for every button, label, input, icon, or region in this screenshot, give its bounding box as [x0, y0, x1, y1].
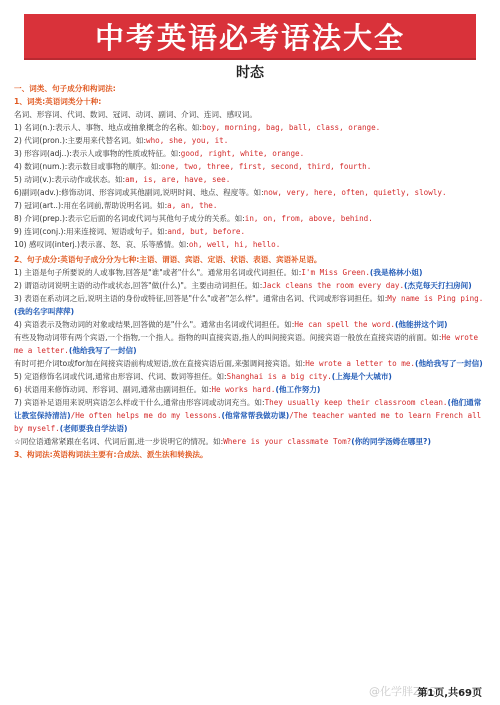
title-banner — [24, 14, 476, 58]
paragraph: 有时可把介词to或for加在间接宾语前构成短语,放在直接宾语后面,来强调间接宾语。如:He wrote a letter to me.(他给我写了一封信) — [14, 359, 483, 368]
subsection-heading: 3、构词法:英语构词法主要有:合成法、派生法和转换法。 — [14, 450, 208, 459]
document-body — [14, 82, 488, 461]
list-item: 5) 动词(v.):表示动作或状态。如:am, is, are, have, see. — [14, 175, 231, 184]
paragraph: 1) 主语是句子所要说的人或事物,回答是"谁"或者"什么"。通常用名词或代词担任。如:I'm Miss Green.(我是格林小姐) — [14, 268, 423, 277]
subsection-heading: 1、词类:英语词类分十种: — [14, 97, 102, 106]
list-item: 7) 冠词(art..):用在名词前,帮助说明名词。如:a, an, the. — [14, 201, 218, 210]
paragraph: 6) 状语用来修饰动词、形容词、副词,通常由副词担任。如:He works hard.(他工作努力) — [14, 385, 321, 394]
paragraph: ☆同位语通常紧跟在名词、代词后面,进一步说明它的情况。如:Where is your classmate Tom?(你的同学汤姆在哪里?) — [14, 437, 431, 446]
list-item: 2) 代词(pron.):主要用来代替名词。如:who, she, you, it. — [14, 136, 229, 145]
section-heading: 一、词类、句子成分和构词法: — [14, 84, 116, 93]
list-item: 1) 名词(n.):表示人、事物、地点或抽象概念的名称。如:boy, morning, bag, ball, class, orange. — [14, 123, 381, 132]
paragraph: 5) 定语修饰名词或代词,通常由形容词、代词、数词等担任。如:Shanghai is a big city.(上海是个大城市) — [14, 372, 392, 381]
paragraph: 2) 谓语动词说明主语的动作或状态,回答"做(什么)"。主要由动词担任。如:Jack cleans the room every day.(杰克每天打扫房间) — [14, 281, 472, 290]
list-item: 4) 数词(num.):表示数目或事物的顺序。如:one, two, three, first, second, third, fourth. — [14, 162, 372, 171]
watermark: @化学胖ZGS — [368, 685, 436, 698]
page-title: 中考英语必考语法大全 — [94, 20, 405, 55]
page-subtitle: 时态 — [236, 65, 264, 81]
paragraph: 4) 宾语表示及物动词的对象或结果,回答做的是"什么"。通常由名词或代词担任。如:He can spell the word.(他能拼这个词) — [14, 320, 448, 329]
list-item: 6)副词(adv.):修饰动词、形容词或其他副词,说明时间、地点、程度等。如:now, very, here, often, quietly, slowly. — [14, 188, 447, 197]
paragraph: 有些及物动词带有两个宾语,一个指物,一个指人。指物的叫直接宾语,指人的叫间接宾语。间接宾语一般放在直接宾语的前面。如:He wrote me a letter.(他给我写了一封信) — [14, 333, 479, 355]
list-item: 8) 介词(prep.):表示它后面的名词或代词与其他句子成分的关系。如:in, on, from, above, behind. — [14, 214, 373, 223]
list-item: 9) 连词(conj.):用来连接词、短语或句子。如:and, but, before. — [14, 227, 246, 236]
list-item: 3) 形容词(adj..):表示人或事物的性质或特征。如:good, right, white, orange. — [14, 149, 305, 158]
paragraph: 7) 宾语补足语用来说明宾语怎么样或干什么,通常由形容词或动词充当。如:They usually keep their classroom clean.(他们通常让教室保持清洁)/He often helps me do my lessons.(他常常帮我做功课)/The teacher wanted me to learn French all by myself.(老师要我自学法语) — [14, 398, 482, 433]
subsection-heading: 2、句子成分:英语句子成分分为七种:主语、谓语、宾语、定语、状语、表语、宾语补足语。 — [14, 255, 322, 264]
page-number: 第1页,共69页 — [417, 688, 482, 699]
paragraph: 3) 表语在系动词之后,说明主语的身份或特征,回答是"什么"或者"怎么样"。通常由名词、代词或形容词担任。如:My name is Ping ping.(我的名字叫萍萍) — [14, 294, 484, 316]
word-class-intro: 名词、形容词、代词、数词、冠词、动词、副词、介词、连词、感叹词。 — [14, 110, 257, 119]
list-item: 10) 感叹词(interj.)表示喜、怒、哀、乐等感情。如:oh, well, hi, hello. — [14, 240, 281, 249]
